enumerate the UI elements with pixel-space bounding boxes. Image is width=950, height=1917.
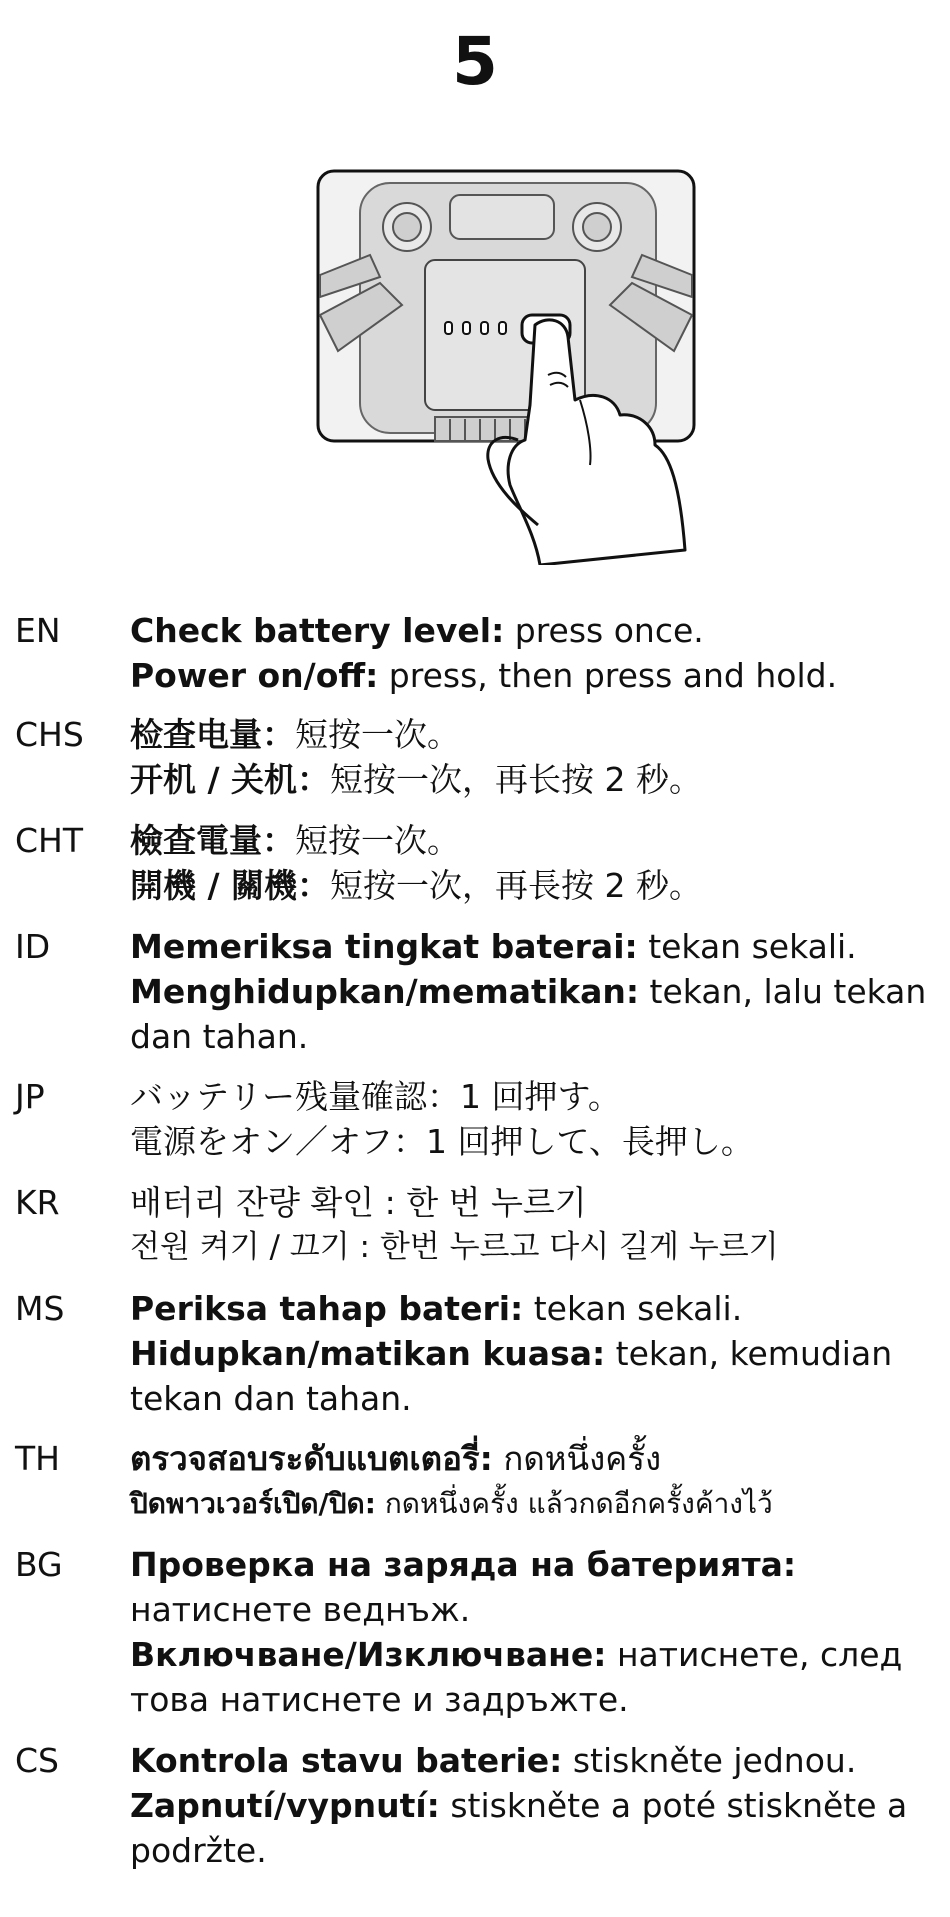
instruction-line [130, 1180, 942, 1225]
lang-section-bg [0, 1542, 950, 1724]
instruction-label: 檢查電量： [130, 821, 295, 860]
instruction-label: Проверка на заряда на батерията: [130, 1545, 797, 1584]
lang-section-jp [0, 1074, 950, 1166]
instruction-text: tekan, kemudian tekan dan tahan. [130, 1334, 893, 1418]
instruction-text: 電源をオン／オフ：1 回押して、長押し。 [130, 1122, 754, 1161]
lang-section-cs [0, 1738, 950, 1874]
instruction-text: press once. [504, 611, 704, 650]
instruction-line [130, 863, 942, 908]
lang-code: MS [15, 1289, 65, 1328]
instruction-text: 短按一次。 [295, 821, 460, 860]
instruction-text: กดหนึ่งครั้ง [492, 1439, 662, 1478]
battery-button-illustration [310, 165, 770, 565]
instruction-text: натиснете, след това натиснете и задръжте. [130, 1635, 903, 1719]
instruction-line [130, 1074, 942, 1119]
instruction-text: tekan, lalu tekan dan tahan. [130, 972, 927, 1056]
lang-code: TH [15, 1439, 60, 1478]
instruction-label: 开机 / 关机： [130, 760, 331, 799]
instruction-line [130, 1481, 942, 1526]
instruction-line [130, 969, 942, 1059]
instruction-label: 開機 / 關機： [130, 866, 331, 905]
step-number: 5 [452, 23, 498, 100]
instruction-label: Включване/Изключване: [130, 1635, 607, 1674]
instruction-label: Menghidupkan/mematikan: [130, 972, 640, 1011]
instruction-text: tekan sekali. [637, 927, 857, 966]
instruction-label: Periksa tahap bateri: [130, 1289, 524, 1328]
instruction-label: Power on/off: [130, 656, 379, 695]
instruction-text: натиснете веднъж. [130, 1590, 471, 1629]
instruction-text: 短按一次，再长按 2 秒。 [330, 760, 703, 799]
instruction-label: ตรวจสอบระดับแบตเตอรี่: [130, 1439, 493, 1478]
instruction-line [130, 818, 942, 863]
lang-section-ms [0, 1286, 950, 1422]
instruction-line [130, 712, 942, 757]
lang-code: EN [15, 611, 61, 650]
instruction-line [130, 653, 942, 698]
instruction-label: ปิดพาวเวอร์เปิด/ปิด: [130, 1487, 376, 1520]
instruction-label: Kontrola stavu baterie: [130, 1741, 563, 1780]
instruction-label: 检查电量： [130, 715, 295, 754]
instruction-text: 배터리 잔량 확인 : 한 번 누르기 [130, 1183, 587, 1222]
lang-code: ID [15, 927, 51, 966]
instruction-line [130, 1632, 942, 1722]
lang-section-th [0, 1436, 950, 1528]
instruction-label: Memeriksa tingkat baterai: [130, 927, 638, 966]
instruction-line [130, 757, 942, 802]
instruction-text: stiskněte jednou. [562, 1741, 857, 1780]
instruction-line [130, 608, 942, 653]
instruction-line [130, 1286, 942, 1331]
lang-code: JP [15, 1077, 45, 1116]
language-instructions [0, 608, 950, 1888]
lang-code: CHT [15, 821, 84, 860]
instruction-line [130, 1542, 942, 1632]
instruction-line [130, 1783, 942, 1873]
instruction-line [130, 1436, 942, 1481]
lang-code: BG [15, 1545, 63, 1584]
instruction-label: Zapnutí/vypnutí: [130, 1786, 440, 1825]
instruction-line [130, 1331, 942, 1421]
instruction-text: 전원 켜기 / 끄기 : 한번 누르고 다시 길게 누르기 [130, 1229, 779, 1265]
lang-section-cht [0, 818, 950, 910]
lang-section-chs [0, 712, 950, 804]
instruction-text: press, then press and hold. [378, 656, 838, 695]
lang-section-id [0, 924, 950, 1060]
instruction-label: Hidupkan/matikan kuasa: [130, 1334, 606, 1373]
instruction-label: Check battery level: [130, 611, 505, 650]
instruction-text: tekan sekali. [523, 1289, 743, 1328]
instruction-line [130, 1738, 942, 1783]
lang-code: KR [15, 1183, 60, 1222]
lang-section-kr [0, 1180, 950, 1272]
lang-section-en [0, 608, 950, 698]
instruction-text: 短按一次，再長按 2 秒。 [330, 866, 703, 905]
lang-code: CHS [15, 715, 84, 754]
instruction-line [130, 1225, 942, 1270]
instruction-text: 短按一次。 [295, 715, 460, 754]
instruction-text: stiskněte a poté stiskněte a podržte. [130, 1786, 908, 1870]
instruction-line [130, 1119, 942, 1164]
instruction-text: กดหนึ่งครั้ง แล้วกดอีกครั้งค้างไว้ [375, 1487, 773, 1520]
lang-code: CS [15, 1741, 59, 1780]
instruction-line [130, 924, 942, 969]
instruction-text: バッテリー残量確認：1 回押す。 [130, 1077, 621, 1116]
